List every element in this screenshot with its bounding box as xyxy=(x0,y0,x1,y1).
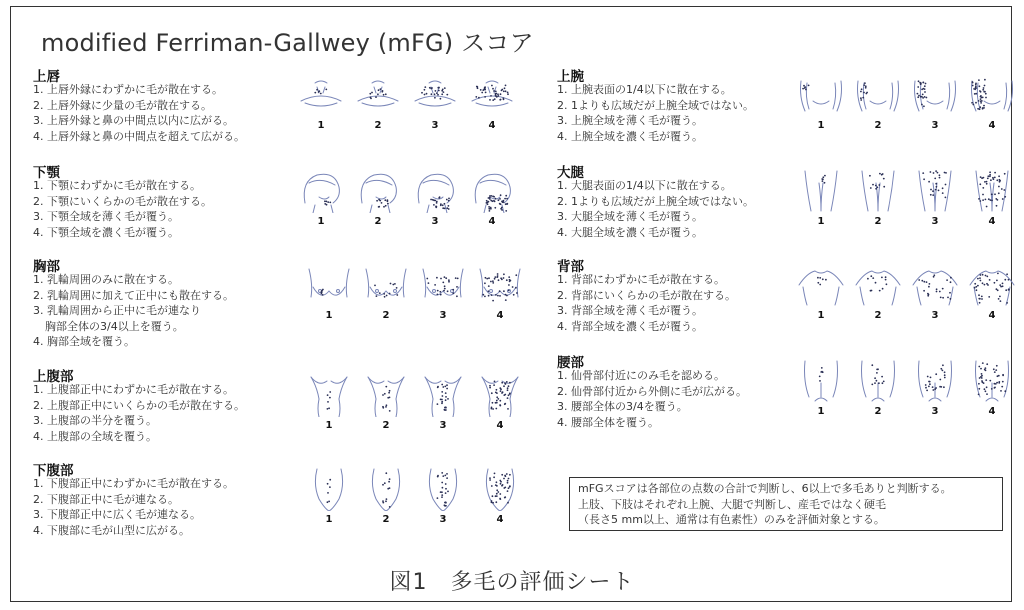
score-label: 3 xyxy=(439,310,447,321)
section-title: 背部 xyxy=(557,259,584,275)
score-label: 4 xyxy=(496,514,504,525)
score-figure xyxy=(909,357,961,417)
body-figure-illustration xyxy=(417,465,469,511)
section-title: 大腿 xyxy=(557,165,584,181)
score-label: 4 xyxy=(988,120,996,131)
criteria-text: 1. 上腹部正中にわずかに毛が散在する。 xyxy=(33,383,234,396)
criteria-item xyxy=(557,288,736,304)
body-figure-illustration xyxy=(966,261,1018,307)
criteria-text: 3. 下顎全域を薄く毛が覆う。 xyxy=(33,210,179,223)
score-label: 2 xyxy=(382,514,390,525)
score-figure xyxy=(352,71,404,131)
score-label: 1 xyxy=(817,216,825,227)
body-figure-illustration xyxy=(303,261,355,307)
section-upper-lip xyxy=(33,65,503,155)
criteria-item xyxy=(557,113,754,129)
criteria-item xyxy=(33,492,234,508)
section-title: 腰部 xyxy=(557,355,584,371)
score-label: 3 xyxy=(431,120,439,131)
score-figure xyxy=(909,167,961,227)
score-figure xyxy=(795,357,847,417)
criteria-text: 3. 大腿全域を薄く毛が覆う。 xyxy=(557,210,703,223)
score-label: 1 xyxy=(325,420,333,431)
criteria-text: 2. 上唇外縁に少量の毛が散在する。 xyxy=(33,98,212,112)
criteria-item xyxy=(33,209,212,225)
criteria-list xyxy=(557,178,754,240)
score-label: 2 xyxy=(874,120,882,131)
score-label: 4 xyxy=(988,310,996,321)
note-line: 上肢、下肢はそれぞれ上腕、大腿で判断し、産毛ではなく硬毛 xyxy=(578,497,886,511)
section-title: 上腕 xyxy=(557,69,584,85)
criteria-item xyxy=(33,413,245,429)
score-figure xyxy=(303,371,355,431)
criteria-text: 3. 背部全域を薄く毛が覆う。 xyxy=(557,304,703,317)
criteria-text: 3. 上腕全域を薄く毛が覆う。 xyxy=(557,114,703,127)
criteria-item xyxy=(33,507,234,523)
body-figure-illustration xyxy=(466,71,518,117)
criteria-text: 1. 乳輪周囲のみに散在する。 xyxy=(33,273,179,286)
score-label: 1 xyxy=(817,406,825,417)
body-figure-illustration xyxy=(352,71,404,117)
body-figure-illustration xyxy=(474,261,526,307)
note-line: （長さ5 mm以上、通常は有色素性）のみを評価対象とする。 xyxy=(578,513,885,526)
score-label: 3 xyxy=(931,310,939,321)
criteria-list xyxy=(33,382,245,444)
body-figure-illustration xyxy=(795,71,847,117)
criteria-text: 2. 上腹部正中にいくらかの毛が散在する。 xyxy=(33,398,245,412)
body-figure-illustration xyxy=(852,71,904,117)
body-figure-illustration xyxy=(352,167,404,213)
criteria-item xyxy=(33,523,234,539)
body-figure-illustration xyxy=(966,167,1018,213)
criteria-text: 3. 腰部全体の3/4を覆う。 xyxy=(557,400,688,413)
score-label: 2 xyxy=(874,406,882,417)
criteria-item xyxy=(557,303,736,319)
body-figure-illustration xyxy=(909,71,961,117)
score-figure xyxy=(852,71,904,131)
body-figure-illustration xyxy=(795,167,847,213)
criteria-text: 1. 背部にわずかに毛が散在する。 xyxy=(557,273,725,286)
score-label: 1 xyxy=(317,216,325,227)
criteria-item xyxy=(557,384,747,400)
criteria-item xyxy=(33,98,245,114)
criteria-list xyxy=(557,82,754,144)
score-label: 3 xyxy=(439,420,447,431)
body-figure-illustration xyxy=(795,357,847,403)
body-figure-illustration xyxy=(852,167,904,213)
score-label: 3 xyxy=(931,216,939,227)
criteria-item xyxy=(557,368,747,384)
score-figure xyxy=(360,465,412,525)
body-figure-illustration xyxy=(474,465,526,511)
criteria-item xyxy=(557,98,754,114)
body-figure-illustration xyxy=(852,357,904,403)
section-title: 下顎 xyxy=(33,165,60,181)
criteria-item xyxy=(557,194,754,210)
score-figure xyxy=(795,71,847,131)
score-label: 2 xyxy=(874,310,882,321)
section-chin xyxy=(33,161,503,251)
body-figure-illustration xyxy=(303,465,355,511)
score-label: 2 xyxy=(382,420,390,431)
score-label: 4 xyxy=(488,120,496,131)
criteria-item xyxy=(557,82,754,98)
criteria-item xyxy=(557,129,754,145)
score-label: 3 xyxy=(439,514,447,525)
section-title: 上腹部 xyxy=(33,369,74,385)
criteria-item xyxy=(557,319,736,335)
criteria-item xyxy=(557,399,747,415)
section-thigh xyxy=(557,161,1024,251)
note-line: mFGスコアは各部位の点数の合計で判断し、6以上で多毛ありと判断する。 xyxy=(578,482,952,495)
body-figure-illustration xyxy=(360,261,412,307)
score-figure xyxy=(417,371,469,431)
score-label: 4 xyxy=(988,216,996,227)
body-figure-illustration xyxy=(474,371,526,417)
score-figure xyxy=(852,261,904,321)
criteria-text: 2. 下腹部正中に毛が連なる。 xyxy=(33,492,179,506)
score-figure xyxy=(466,167,518,227)
score-label: 1 xyxy=(325,514,333,525)
criteria-item xyxy=(33,129,245,145)
score-figure xyxy=(852,167,904,227)
score-label: 4 xyxy=(488,216,496,227)
body-figure-illustration xyxy=(417,371,469,417)
section-title: 下腹部 xyxy=(33,463,74,479)
score-label: 1 xyxy=(817,120,825,131)
criteria-text: 1. 上腕表面の1/4以下に散在する。 xyxy=(557,83,732,96)
score-label: 4 xyxy=(988,406,996,417)
section-back xyxy=(557,255,1024,345)
score-figure xyxy=(966,167,1018,227)
criteria-text: 1. 下腹部正中にわずかに毛が散在する。 xyxy=(33,477,234,490)
section-title: 胸部 xyxy=(33,259,60,275)
score-figure xyxy=(966,71,1018,131)
criteria-item xyxy=(33,303,234,319)
sheet-frame xyxy=(10,6,1012,602)
score-label: 1 xyxy=(317,120,325,131)
score-figure xyxy=(909,261,961,321)
body-figure-illustration xyxy=(909,167,961,213)
criteria-item xyxy=(33,476,234,492)
body-figure-illustration xyxy=(417,261,469,307)
body-figure-illustration xyxy=(909,357,961,403)
criteria-text: 1. 上唇外縁にわずかに毛が散在する。 xyxy=(33,83,223,96)
score-figure xyxy=(795,261,847,321)
score-figure xyxy=(303,465,355,525)
criteria-item xyxy=(557,415,747,431)
criteria-list xyxy=(33,178,212,240)
criteria-item xyxy=(33,398,245,414)
criteria-item xyxy=(33,178,212,194)
score-label: 3 xyxy=(431,216,439,227)
score-label: 3 xyxy=(931,406,939,417)
criteria-text: 4. 下腹部に毛が山型に広がる。 xyxy=(33,523,190,537)
body-figure-illustration xyxy=(295,167,347,213)
criteria-text: 4. 胸部全域を覆う。 xyxy=(33,335,135,348)
criteria-text: 4. 上唇外縁と鼻の中間点を超えて広がる。 xyxy=(33,129,245,143)
score-figure xyxy=(795,167,847,227)
score-figure xyxy=(909,71,961,131)
score-figure xyxy=(295,71,347,131)
score-figure xyxy=(409,167,461,227)
score-figure xyxy=(474,261,526,321)
section-lower-back xyxy=(557,351,1024,441)
body-figure-illustration xyxy=(409,167,461,213)
body-figure-illustration xyxy=(795,261,847,307)
section-upper-abdomen xyxy=(33,365,503,455)
section-chest xyxy=(33,255,504,348)
figure-caption: 図1 多毛の評価シート xyxy=(389,570,635,595)
criteria-text: 3. 上唇外縁と鼻の中間点以内に広がる。 xyxy=(33,114,234,127)
score-figure xyxy=(417,261,469,321)
criteria-text: 3. 乳輪周囲から正中に毛が連なり xyxy=(33,304,201,317)
criteria-list xyxy=(33,476,234,538)
body-figure-illustration xyxy=(966,71,1018,117)
score-figure xyxy=(409,71,461,131)
criteria-item xyxy=(33,272,234,288)
criteria-item xyxy=(33,382,245,398)
criteria-item xyxy=(33,82,245,98)
criteria-text: 1. 仙骨部付近にのみ毛を認める。 xyxy=(557,369,725,382)
body-figure-illustration xyxy=(360,371,412,417)
criteria-text: 4. 大腿全域を濃く毛が覆う。 xyxy=(557,225,703,239)
criteria-item xyxy=(557,209,754,225)
section-upper-arm xyxy=(557,65,1024,155)
score-label: 2 xyxy=(374,120,382,131)
score-figure xyxy=(303,261,355,321)
score-label: 1 xyxy=(325,310,333,321)
score-figure xyxy=(360,371,412,431)
criteria-item xyxy=(33,319,234,335)
criteria-item xyxy=(557,178,754,194)
scoring-note xyxy=(569,477,1003,531)
score-label: 2 xyxy=(382,310,390,321)
criteria-text: 1. 下顎にわずかに毛が散在する。 xyxy=(33,179,201,192)
body-figure-illustration xyxy=(360,465,412,511)
criteria-text: 3. 上腹部の半分を覆う。 xyxy=(33,414,157,427)
section-title: 上唇 xyxy=(33,69,60,85)
score-figure xyxy=(966,357,1018,417)
criteria-item xyxy=(33,334,234,350)
criteria-item xyxy=(33,429,245,445)
score-label: 4 xyxy=(496,420,504,431)
score-label: 2 xyxy=(374,216,382,227)
criteria-text: 2. 1よりも広域だが上腕全域ではない。 xyxy=(557,194,754,208)
criteria-text: 2. 下顎にいくらかの毛が散在する。 xyxy=(33,194,212,208)
criteria-text: 4. 背部全域を濃く毛が覆う。 xyxy=(557,319,703,333)
score-figure xyxy=(466,71,518,131)
criteria-text: 4. 腰部全体を覆う。 xyxy=(557,415,659,429)
score-label: 4 xyxy=(496,310,504,321)
body-figure-illustration xyxy=(295,71,347,117)
score-figure xyxy=(474,465,526,525)
score-figure xyxy=(966,261,1018,321)
criteria-text: 2. 1よりも広域だが上腕全域ではない。 xyxy=(557,98,754,112)
criteria-item xyxy=(557,225,754,241)
criteria-item xyxy=(557,272,736,288)
score-figure xyxy=(852,357,904,417)
criteria-item xyxy=(33,288,234,304)
criteria-list xyxy=(557,368,747,430)
body-figure-illustration xyxy=(852,261,904,307)
criteria-item xyxy=(33,194,212,210)
criteria-text: 2. 乳輪周囲に加えて正中にも散在する。 xyxy=(33,288,234,302)
body-figure-illustration xyxy=(303,371,355,417)
body-figure-illustration xyxy=(966,357,1018,403)
criteria-text: 2. 背部にいくらかの毛が散在する。 xyxy=(557,288,736,302)
criteria-text: 3. 下腹部正中に広く毛が連なる。 xyxy=(33,508,201,521)
criteria-list xyxy=(33,82,245,144)
criteria-text: 4. 上腹部の全域を覆う。 xyxy=(33,429,157,443)
score-figure xyxy=(474,371,526,431)
criteria-item xyxy=(33,225,212,241)
criteria-text: 胸部全体の3/4以上を覆う。 xyxy=(45,319,184,333)
score-figure xyxy=(417,465,469,525)
criteria-list xyxy=(557,272,736,334)
body-figure-illustration xyxy=(466,167,518,213)
criteria-list xyxy=(33,272,234,350)
score-label: 2 xyxy=(874,216,882,227)
body-figure-illustration xyxy=(409,71,461,117)
score-figure xyxy=(352,167,404,227)
criteria-text: 2. 仙骨部付近から外側に毛が広がる。 xyxy=(557,384,747,398)
page-title: modified Ferriman-Gallwey (mFG) スコア xyxy=(41,29,534,57)
criteria-text: 1. 大腿表面の1/4以下に散在する。 xyxy=(557,179,732,192)
score-figure xyxy=(295,167,347,227)
score-label: 1 xyxy=(817,310,825,321)
criteria-item xyxy=(33,113,245,129)
body-figure-illustration xyxy=(909,261,961,307)
section-lower-abdomen xyxy=(33,459,503,549)
criteria-text: 4. 上腕全域を濃く毛が覆う。 xyxy=(557,129,703,143)
score-figure xyxy=(360,261,412,321)
score-label: 3 xyxy=(931,120,939,131)
criteria-text: 4. 下顎全域を濃く毛が覆う。 xyxy=(33,225,179,239)
